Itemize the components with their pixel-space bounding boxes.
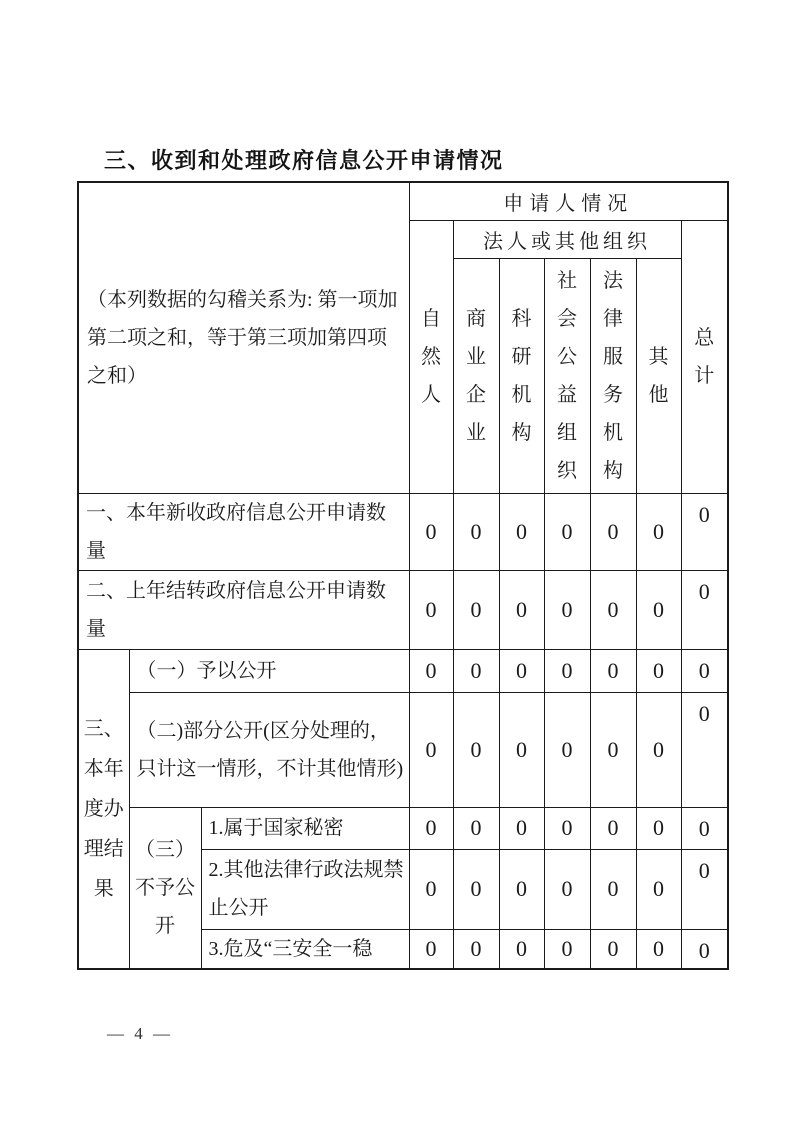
row-partially-disclosed [78, 692, 728, 807]
row-label: （一）予以公开 [129, 649, 409, 692]
value-cell: 0 [499, 849, 544, 929]
col-header-other: 其他 [636, 258, 681, 493]
col-header-research-institution: 科研机构 [499, 258, 544, 493]
value-cell: 0 [544, 929, 590, 969]
value-cell: 0 [409, 692, 453, 807]
value-cell: 0 [409, 493, 453, 570]
value-cell: 0 [590, 570, 636, 649]
value-cell: 0 [590, 493, 636, 570]
value-cell: 0 [453, 849, 499, 929]
total-cell: 0 [681, 807, 728, 849]
section3-label-cell: 三、本年度办理结果 [78, 649, 129, 969]
col-header-total: 总计 [681, 220, 728, 493]
value-cell: 0 [636, 849, 681, 929]
value-cell: 0 [453, 649, 499, 692]
value-cell: 0 [499, 692, 544, 807]
value-cell: 0 [409, 807, 453, 849]
value-cell: 0 [409, 570, 453, 649]
total-cell: 0 [681, 649, 728, 692]
value-cell: 0 [453, 807, 499, 849]
value-cell: 0 [544, 570, 590, 649]
value-cell: 0 [544, 849, 590, 929]
header-legal-org-group: 法人或其他组织 [453, 220, 681, 258]
page-title: 三、收到和处理政府信息公开申请情况 [104, 148, 504, 173]
col-header-natural-person: 自然人 [409, 220, 453, 493]
total-cell: 0 [681, 929, 728, 969]
value-cell: 0 [544, 807, 590, 849]
page-number: — 4 — [107, 1024, 173, 1043]
value-cell: 0 [409, 649, 453, 692]
row-label: 3.危及“三安全一稳 [201, 929, 409, 969]
value-cell: 0 [499, 929, 544, 969]
row-label: 一、本年新收政府信息公开申请数量 [78, 493, 409, 570]
row-label: 2.其他法律行政法规禁止公开 [201, 849, 409, 929]
col-header-commercial-enterprise: 商业企业 [453, 258, 499, 493]
value-cell: 0 [453, 570, 499, 649]
value-cell: 0 [590, 849, 636, 929]
total-cell: 0 [681, 493, 728, 570]
row-label: 二、上年结转政府信息公开申请数量 [78, 570, 409, 649]
row-new-applications [78, 493, 728, 570]
value-cell: 0 [636, 929, 681, 969]
value-cell: 0 [590, 807, 636, 849]
applications-table [77, 181, 729, 970]
table-note-cell: （本列数据的勾稽关系为: 第一项加第二项之和，等于第三项加第四项之和） [78, 182, 409, 493]
value-cell: 0 [409, 929, 453, 969]
total-cell: 0 [681, 692, 728, 807]
value-cell: 0 [636, 493, 681, 570]
value-cell: 0 [499, 649, 544, 692]
value-cell: 0 [544, 649, 590, 692]
value-cell: 0 [544, 493, 590, 570]
value-cell: 0 [636, 649, 681, 692]
value-cell: 0 [590, 929, 636, 969]
row-state-secret [78, 807, 728, 849]
value-cell: 0 [636, 570, 681, 649]
section3-sub-label-cell: （三）不予公开 [129, 807, 201, 969]
value-cell: 0 [499, 493, 544, 570]
value-cell: 0 [453, 692, 499, 807]
value-cell: 0 [453, 929, 499, 969]
total-cell: 0 [681, 849, 728, 929]
value-cell: 0 [499, 570, 544, 649]
row-disclosed [78, 649, 728, 692]
header-row-applicant [78, 182, 728, 220]
value-cell: 0 [590, 649, 636, 692]
col-header-social-welfare-org: 社会公益组织 [544, 258, 590, 493]
value-cell: 0 [409, 849, 453, 929]
row-label: （二)部分公开(区分处理的，只计这一情形，不计其他情形) [129, 692, 409, 807]
row-carryover-applications [78, 570, 728, 649]
value-cell: 0 [453, 493, 499, 570]
col-header-legal-service-org: 法律服务机构 [590, 258, 636, 493]
value-cell: 0 [499, 807, 544, 849]
value-cell: 0 [544, 692, 590, 807]
row-label: 1.属于国家秘密 [201, 807, 409, 849]
value-cell: 0 [636, 807, 681, 849]
value-cell: 0 [636, 692, 681, 807]
value-cell: 0 [590, 692, 636, 807]
total-cell: 0 [681, 570, 728, 649]
header-applicant-group: 申请人情况 [409, 182, 728, 220]
